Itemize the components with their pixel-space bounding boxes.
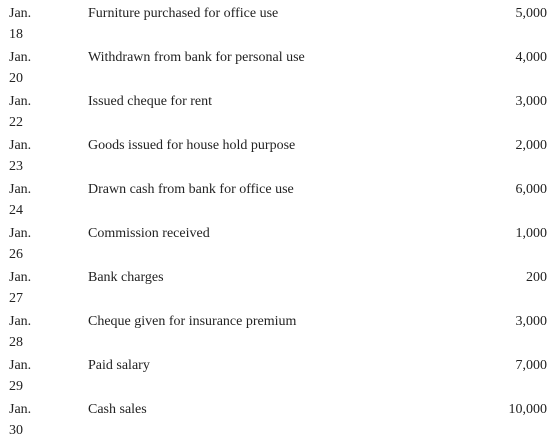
- description-cell: Cash sales: [88, 402, 147, 417]
- table-row: [0, 132, 557, 176]
- date-month: Jan.: [9, 270, 32, 285]
- date-cell: [9, 311, 49, 353]
- description-cell: Issued cheque for rent: [88, 94, 213, 109]
- date-cell: [9, 3, 49, 45]
- date-cell: [9, 267, 49, 309]
- description-cell: Bank charges: [88, 270, 164, 285]
- description-cell: Furniture purchased for office use: [88, 6, 279, 21]
- amount-cell: 200: [526, 270, 547, 285]
- date-cell: [9, 223, 49, 265]
- date-day: 26: [9, 247, 23, 262]
- amount-cell: 5,000: [515, 6, 547, 21]
- amount-cell: 3,000: [515, 94, 547, 109]
- date-month: Jan.: [9, 138, 32, 153]
- amount-cell: 3,000: [515, 314, 547, 329]
- date-cell: [9, 47, 49, 89]
- date-cell: [9, 179, 49, 221]
- date-month: Jan.: [9, 402, 32, 417]
- date-day: 30: [9, 423, 23, 438]
- description-cell: Drawn cash from bank for office use: [88, 182, 294, 197]
- amount-cell: 6,000: [515, 182, 547, 197]
- amount-cell: 7,000: [515, 358, 547, 373]
- date-day: 24: [9, 203, 23, 218]
- date-cell: [9, 91, 49, 133]
- date-month: Jan.: [9, 358, 32, 373]
- description-cell: Commission received: [88, 226, 210, 241]
- table-row: [0, 220, 557, 264]
- table-row: [0, 88, 557, 132]
- amount-cell: 4,000: [515, 50, 547, 65]
- date-month: Jan.: [9, 314, 32, 329]
- description-cell: Cheque given for insurance premium: [88, 314, 297, 329]
- date-month: Jan.: [9, 50, 32, 65]
- date-cell: [9, 135, 49, 177]
- table-row: [0, 0, 557, 44]
- description-cell: Withdrawn from bank for personal use: [88, 50, 305, 65]
- date-day: 18: [9, 27, 23, 42]
- table-row: [0, 176, 557, 220]
- date-day: 20: [9, 71, 23, 86]
- date-month: Jan.: [9, 182, 32, 197]
- table-row: [0, 44, 557, 88]
- amount-cell: 1,000: [515, 226, 547, 241]
- date-cell: [9, 355, 49, 397]
- amount-cell: 2,000: [515, 138, 547, 153]
- date-month: Jan.: [9, 94, 32, 109]
- amount-cell: 10,000: [508, 402, 547, 417]
- description-cell: Paid salary: [88, 358, 150, 373]
- table-row: [0, 396, 557, 440]
- table-row: [0, 264, 557, 308]
- date-month: Jan.: [9, 226, 32, 241]
- date-cell: [9, 399, 49, 441]
- date-day: 27: [9, 291, 23, 306]
- date-day: 23: [9, 159, 23, 174]
- date-day: 28: [9, 335, 23, 350]
- date-day: 22: [9, 115, 23, 130]
- table-row: [0, 352, 557, 396]
- date-day: 29: [9, 379, 23, 394]
- table-row: [0, 308, 557, 352]
- description-cell: Goods issued for house hold purpose: [88, 138, 296, 153]
- date-month: Jan.: [9, 6, 32, 21]
